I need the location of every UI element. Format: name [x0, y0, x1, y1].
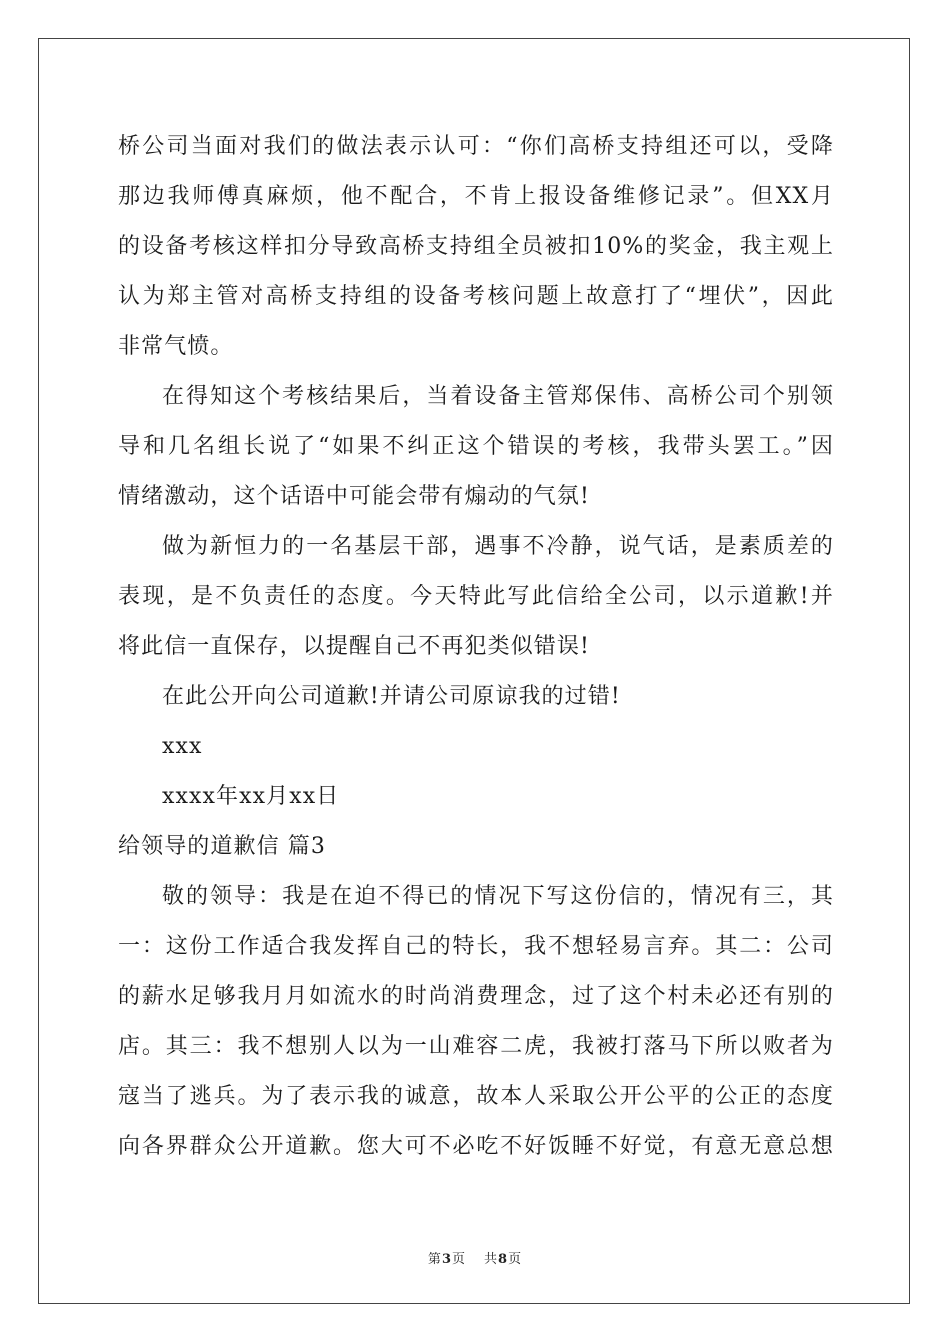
page-total: 8 [498, 1252, 509, 1267]
section-heading: 给领导的道歉信 篇3 [118, 834, 326, 859]
page-footer [0, 1248, 950, 1267]
body-line: 一：这份工作适合我发挥自己的特长，我不想轻易言弃。其二：公司 [118, 934, 834, 959]
body-line: 表现，是不负责任的态度。今天特此写此信给全公司，以示道歉!并 [118, 584, 834, 609]
body-line: 向各界群众公开道歉。您大可不必吃不好饭睡不好觉，有意无意总想 [118, 1134, 834, 1159]
body-line: 情绪激动，这个话语中可能会带有煽动的气氛! [118, 484, 590, 509]
document-body [118, 122, 834, 1172]
body-line: 将此信一直保存，以提醒自己不再犯类似错误! [118, 634, 590, 659]
body-line: 在此公开向公司道歉!并请公司原谅我的过错! [162, 684, 621, 709]
body-line: 认为郑主管对高桥支持组的设备考核问题上故意打了“埋伏”，因此 [118, 284, 834, 309]
body-line: 敬的领导：我是在迫不得已的情况下写这份信的，情况有三，其 [162, 884, 834, 909]
page-suffix: 页 [451, 1252, 466, 1267]
body-line: 桥公司当面对我们的做法表示认可：“你们高桥支持组还可以，受降 [118, 134, 834, 159]
page-current: 3 [441, 1252, 452, 1267]
body-line: 做为新恒力的一名基层干部，遇事不冷静，说气话，是素质差的 [162, 534, 834, 559]
total-suffix: 页 [508, 1252, 523, 1267]
body-line: 导和几名组长说了“如果不纠正这个错误的考核，我带头罢工。”因 [118, 434, 834, 459]
body-line: 店。其三：我不想别人以为一山难容二虎，我被打落马下所以败者为 [118, 1034, 834, 1059]
body-line: 寇当了逃兵。为了表示我的诚意，故本人采取公开公平的公正的态度 [118, 1084, 834, 1109]
body-line: 那边我师傅真麻烦，他不配合，不肯上报设备维修记录”。但XX月 [118, 184, 834, 209]
total-prefix: 共 [484, 1252, 499, 1267]
signature-name: xxx [162, 734, 203, 759]
body-line: 非常气愤。 [118, 334, 234, 359]
body-line: 在得知这个考核结果后，当着设备主管郑保伟、高桥公司个别领 [162, 384, 834, 409]
body-line: 的设备考核这样扣分导致高桥支持组全员被扣10%的奖金，我主观上 [118, 234, 834, 259]
signature-date: xxxx年xx月xx日 [162, 784, 340, 809]
page-prefix: 第 [427, 1252, 442, 1267]
body-line: 的薪水足够我月月如流水的时尚消费理念，过了这个村未必还有别的 [118, 984, 834, 1009]
